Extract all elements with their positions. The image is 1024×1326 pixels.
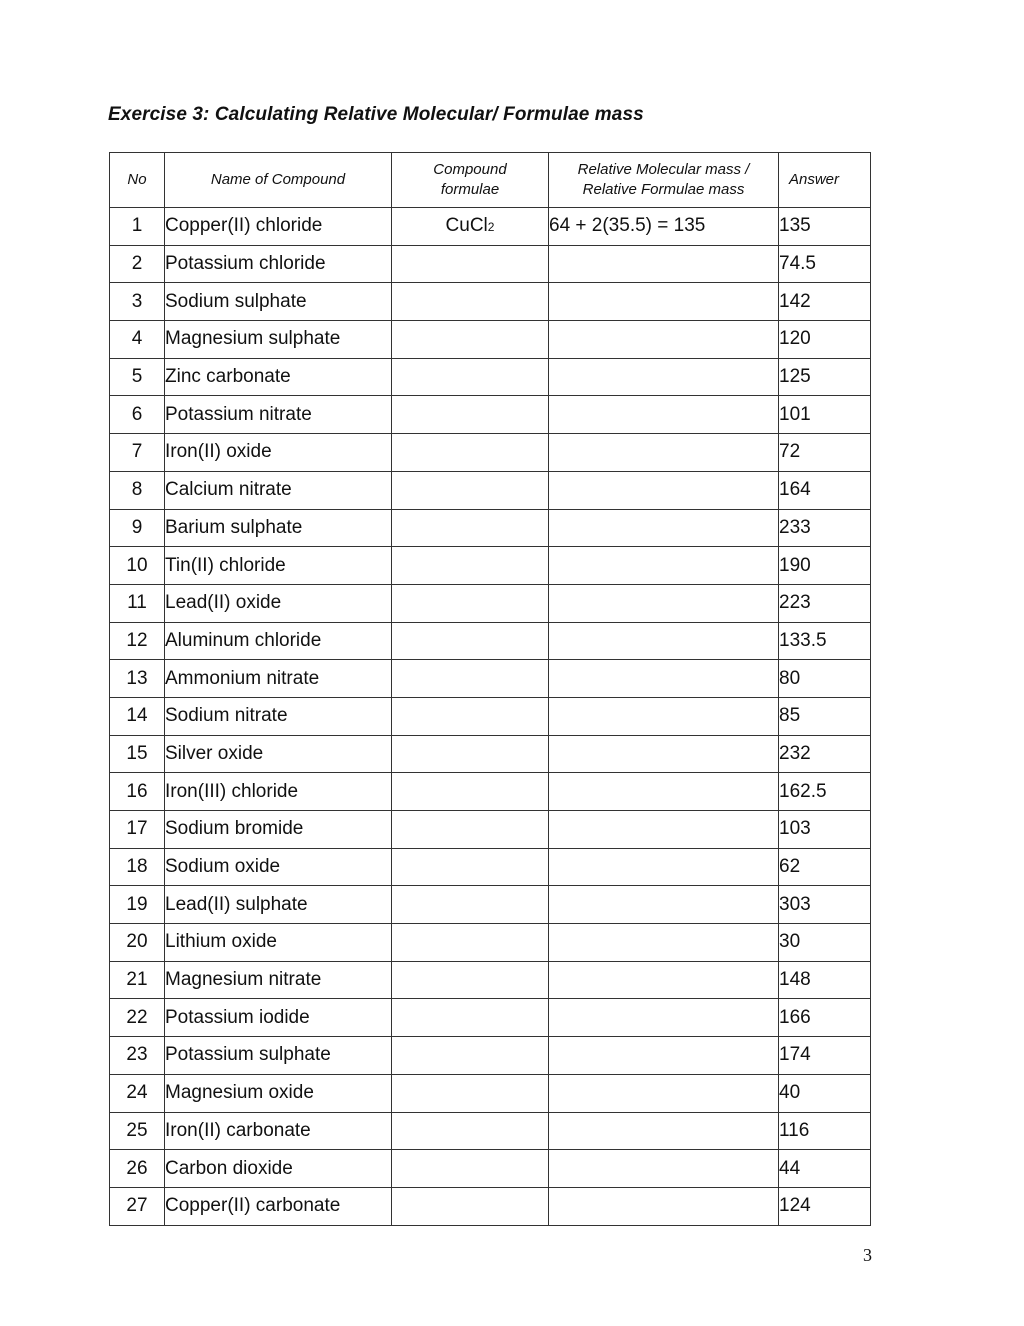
cell-formula	[392, 848, 549, 886]
cell-compound-name: Iron(II) carbonate	[165, 1112, 392, 1150]
cell-relative-mass	[549, 283, 779, 321]
cell-formula	[392, 396, 549, 434]
cell-compound-name: Copper(II) chloride	[165, 208, 392, 246]
cell-no: 2	[110, 245, 165, 283]
cell-relative-mass	[549, 396, 779, 434]
cell-relative-mass	[549, 1074, 779, 1112]
table-row	[110, 811, 871, 849]
cell-answer: 72	[779, 434, 871, 472]
cell-formula	[392, 622, 549, 660]
table-row	[110, 622, 871, 660]
cell-answer: 162.5	[779, 773, 871, 811]
cell-relative-mass	[549, 358, 779, 396]
table-body	[110, 208, 871, 1226]
cell-compound-name: Potassium iodide	[165, 999, 392, 1037]
cell-answer: 166	[779, 999, 871, 1037]
cell-no: 20	[110, 924, 165, 962]
cell-no: 25	[110, 1112, 165, 1150]
cell-no: 26	[110, 1150, 165, 1188]
cell-compound-name: Carbon dioxide	[165, 1150, 392, 1188]
cell-no: 13	[110, 660, 165, 698]
cell-compound-name: Magnesium oxide	[165, 1074, 392, 1112]
cell-no: 4	[110, 321, 165, 359]
cell-relative-mass	[549, 1150, 779, 1188]
cell-formula	[392, 321, 549, 359]
table-row	[110, 848, 871, 886]
cell-no: 21	[110, 961, 165, 999]
cell-relative-mass	[549, 1187, 779, 1225]
cell-relative-mass	[549, 321, 779, 359]
cell-formula	[392, 660, 549, 698]
cell-no: 9	[110, 509, 165, 547]
cell-relative-mass	[549, 848, 779, 886]
cell-formula	[392, 811, 549, 849]
cell-relative-mass	[549, 245, 779, 283]
cell-compound-name: Sodium sulphate	[165, 283, 392, 321]
cell-relative-mass	[549, 886, 779, 924]
cell-formula	[392, 773, 549, 811]
table-row	[110, 1150, 871, 1188]
cell-formula	[392, 245, 549, 283]
header-answer: Answer	[779, 153, 871, 208]
cell-no: 3	[110, 283, 165, 321]
exercise-title: Exercise 3: Calculating Relative Molecular/ Formulae mass	[108, 104, 644, 125]
cell-no: 14	[110, 697, 165, 735]
cell-formula	[392, 471, 549, 509]
cell-formula	[392, 1074, 549, 1112]
cell-answer: 40	[779, 1074, 871, 1112]
cell-formula: CuCl2	[392, 208, 549, 246]
cell-formula	[392, 1187, 549, 1225]
header-no: No	[110, 153, 165, 208]
cell-answer: 303	[779, 886, 871, 924]
table-row	[110, 208, 871, 246]
cell-relative-mass	[549, 773, 779, 811]
cell-formula	[392, 1112, 549, 1150]
cell-answer: 174	[779, 1037, 871, 1075]
compound-table	[109, 152, 871, 1226]
cell-no: 10	[110, 547, 165, 585]
cell-answer: 44	[779, 1150, 871, 1188]
cell-compound-name: Iron(II) oxide	[165, 434, 392, 472]
cell-no: 8	[110, 471, 165, 509]
cell-relative-mass	[549, 509, 779, 547]
table-row	[110, 358, 871, 396]
cell-compound-name: Magnesium nitrate	[165, 961, 392, 999]
cell-no: 11	[110, 584, 165, 622]
cell-answer: 80	[779, 660, 871, 698]
cell-answer: 62	[779, 848, 871, 886]
cell-compound-name: Ammonium nitrate	[165, 660, 392, 698]
cell-relative-mass	[549, 1112, 779, 1150]
cell-relative-mass	[549, 999, 779, 1037]
cell-compound-name: Sodium nitrate	[165, 697, 392, 735]
header-relative-mass: Relative Molecular mass / Relative Formulae mass	[549, 153, 779, 208]
table-row	[110, 547, 871, 585]
cell-compound-name: Barium sulphate	[165, 509, 392, 547]
cell-compound-name: Copper(II) carbonate	[165, 1187, 392, 1225]
cell-formula	[392, 886, 549, 924]
cell-compound-name: Aluminum chloride	[165, 622, 392, 660]
table-row	[110, 584, 871, 622]
cell-relative-mass	[549, 811, 779, 849]
cell-compound-name: Potassium chloride	[165, 245, 392, 283]
table-row	[110, 434, 871, 472]
cell-compound-name: Lithium oxide	[165, 924, 392, 962]
cell-relative-mass	[549, 735, 779, 773]
cell-answer: 135	[779, 208, 871, 246]
cell-relative-mass	[549, 697, 779, 735]
cell-answer: 232	[779, 735, 871, 773]
cell-relative-mass: 64 + 2(35.5) = 135	[549, 208, 779, 246]
cell-formula	[392, 1150, 549, 1188]
cell-formula	[392, 924, 549, 962]
cell-formula	[392, 584, 549, 622]
cell-formula	[392, 735, 549, 773]
table-row	[110, 697, 871, 735]
cell-formula	[392, 509, 549, 547]
cell-answer: 101	[779, 396, 871, 434]
cell-answer: 164	[779, 471, 871, 509]
cell-compound-name: Calcium nitrate	[165, 471, 392, 509]
table-row	[110, 471, 871, 509]
cell-no: 24	[110, 1074, 165, 1112]
cell-answer: 103	[779, 811, 871, 849]
cell-relative-mass	[549, 547, 779, 585]
table-row	[110, 1074, 871, 1112]
cell-formula	[392, 358, 549, 396]
cell-relative-mass	[549, 622, 779, 660]
cell-no: 23	[110, 1037, 165, 1075]
cell-answer: 74.5	[779, 245, 871, 283]
cell-answer: 133.5	[779, 622, 871, 660]
cell-relative-mass	[549, 660, 779, 698]
table-row	[110, 321, 871, 359]
cell-no: 16	[110, 773, 165, 811]
cell-answer: 125	[779, 358, 871, 396]
cell-no: 27	[110, 1187, 165, 1225]
cell-no: 5	[110, 358, 165, 396]
table-row	[110, 1112, 871, 1150]
cell-answer: 190	[779, 547, 871, 585]
table-row	[110, 245, 871, 283]
table-row	[110, 961, 871, 999]
cell-no: 1	[110, 208, 165, 246]
table-header-row	[110, 153, 871, 208]
cell-relative-mass	[549, 1037, 779, 1075]
cell-answer: 116	[779, 1112, 871, 1150]
cell-answer: 142	[779, 283, 871, 321]
cell-answer: 124	[779, 1187, 871, 1225]
cell-formula	[392, 697, 549, 735]
cell-formula	[392, 1037, 549, 1075]
table-row	[110, 1187, 871, 1225]
cell-compound-name: Silver oxide	[165, 735, 392, 773]
cell-answer: 85	[779, 697, 871, 735]
cell-compound-name: Sodium bromide	[165, 811, 392, 849]
cell-no: 7	[110, 434, 165, 472]
header-name-of-compound: Name of Compound	[165, 153, 392, 208]
table-row	[110, 1037, 871, 1075]
cell-relative-mass	[549, 961, 779, 999]
cell-compound-name: Potassium sulphate	[165, 1037, 392, 1075]
cell-answer: 120	[779, 321, 871, 359]
header-compound-formulae: Compound formulae	[392, 153, 549, 208]
cell-formula	[392, 434, 549, 472]
cell-no: 15	[110, 735, 165, 773]
table-row	[110, 283, 871, 321]
cell-compound-name: Tin(II) chloride	[165, 547, 392, 585]
cell-no: 22	[110, 999, 165, 1037]
table-row	[110, 509, 871, 547]
table-row	[110, 886, 871, 924]
page-number: 3	[863, 1245, 872, 1265]
cell-compound-name: Lead(II) oxide	[165, 584, 392, 622]
cell-no: 6	[110, 396, 165, 434]
cell-no: 12	[110, 622, 165, 660]
table-row	[110, 924, 871, 962]
cell-answer: 233	[779, 509, 871, 547]
cell-relative-mass	[549, 471, 779, 509]
table-row	[110, 660, 871, 698]
cell-compound-name: Zinc carbonate	[165, 358, 392, 396]
cell-compound-name: Iron(III) chloride	[165, 773, 392, 811]
cell-no: 18	[110, 848, 165, 886]
cell-answer: 223	[779, 584, 871, 622]
table-row	[110, 999, 871, 1037]
cell-compound-name: Lead(II) sulphate	[165, 886, 392, 924]
cell-relative-mass	[549, 584, 779, 622]
cell-formula	[392, 999, 549, 1037]
cell-compound-name: Sodium oxide	[165, 848, 392, 886]
cell-formula	[392, 547, 549, 585]
formula-subscript: 2	[487, 220, 495, 235]
cell-formula	[392, 283, 549, 321]
cell-relative-mass	[549, 924, 779, 962]
cell-answer: 30	[779, 924, 871, 962]
cell-compound-name: Potassium nitrate	[165, 396, 392, 434]
cell-no: 17	[110, 811, 165, 849]
table-row	[110, 735, 871, 773]
cell-no: 19	[110, 886, 165, 924]
cell-compound-name: Magnesium sulphate	[165, 321, 392, 359]
table-row	[110, 396, 871, 434]
cell-formula	[392, 961, 549, 999]
cell-answer: 148	[779, 961, 871, 999]
table-row	[110, 773, 871, 811]
cell-relative-mass	[549, 434, 779, 472]
